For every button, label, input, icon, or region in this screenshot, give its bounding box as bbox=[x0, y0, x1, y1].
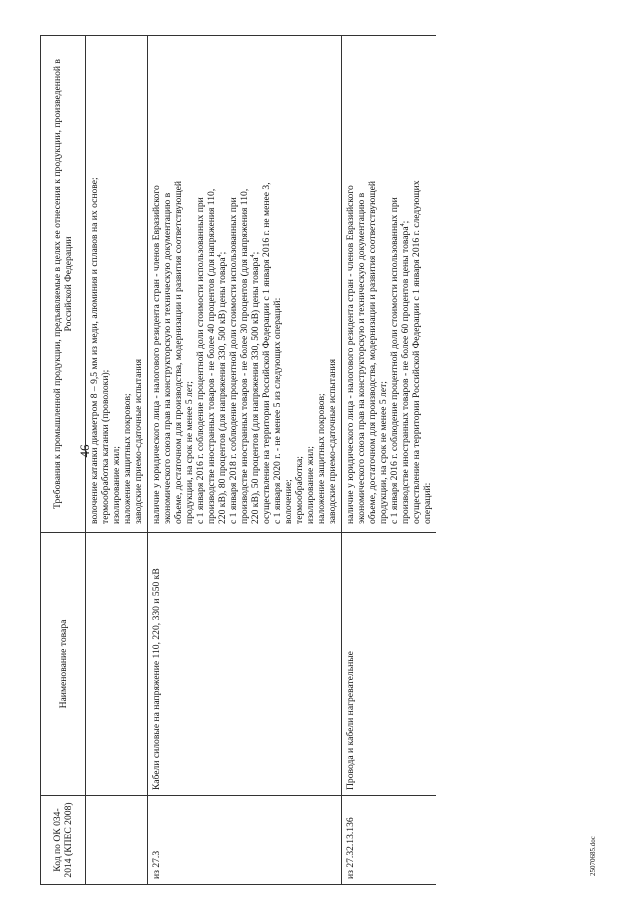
requirement-line: наложение защитных покровов; bbox=[316, 393, 327, 524]
requirement-line: производстве иностранных товаров - не более 40 процентов (для напряжения 110, bbox=[206, 188, 217, 524]
row-product-name: Кабели силовые на напряжение 110, 220, 330 и 550 кВ bbox=[148, 533, 342, 796]
requirement-line-footnoted bbox=[217, 41, 228, 524]
footnote-suffix: ; bbox=[250, 251, 261, 255]
rotated-landscape-page bbox=[40, 35, 600, 885]
table-row bbox=[342, 36, 437, 885]
requirement-line: производстве иностранных товаров - не более 30 процентов (для напряжения 110, bbox=[239, 188, 250, 524]
requirement-line: наложение защитных покровов; bbox=[122, 393, 133, 524]
page-number: 46 bbox=[77, 444, 92, 458]
header-code: Код по ОК 034-2014 (КПЕС 2008) bbox=[41, 796, 86, 885]
requirement-text: производстве иностранных товаров - не более 60 процентов цены товара bbox=[400, 226, 411, 524]
footnote-suffix: ; bbox=[217, 251, 228, 255]
requirement-line: с 1 января 2016 г. соблюдение процентной доли стоимости использованных при bbox=[389, 197, 400, 524]
requirement-line: экономического союза прав на конструкторскую и техническую документацию в bbox=[162, 192, 173, 524]
requirement-line: объеме, достаточном для производства, модернизации и развития соответствующей bbox=[367, 180, 378, 524]
row-product-name bbox=[86, 533, 148, 796]
row-requirements bbox=[86, 36, 148, 533]
footer-filename: 25070685.doc bbox=[589, 836, 597, 876]
requirement-line: термообработка; bbox=[294, 456, 305, 524]
requirement-line: с 1 января 2016 г. соблюдение процентной доли стоимости использованных при bbox=[195, 197, 206, 524]
requirement-line: волочение катанки диаметром 8 – 9,5 мм из меди, алюминия и сплавов на их основе; bbox=[89, 177, 100, 524]
row-requirements bbox=[342, 36, 437, 533]
requirement-line: операций: bbox=[422, 482, 433, 524]
requirement-line: с 1 января 2020 г. - не менее 5 из следующих операций: bbox=[272, 297, 283, 524]
requirement-line: термообработка катанки (проволоки); bbox=[100, 369, 111, 524]
footnote-marker: 4 bbox=[249, 254, 256, 258]
requirement-line: продукции, на срок не менее 5 лет; bbox=[184, 381, 195, 524]
requirement-line: заводские приемо-сдаточные испытания bbox=[133, 358, 144, 524]
footnote-marker: 4 bbox=[399, 223, 406, 227]
footnote-marker: 4 bbox=[216, 254, 223, 258]
requirement-line: с 1 января 2018 г. соблюдение процентной доли стоимости использованных при bbox=[228, 197, 239, 524]
header-product-name: Наименование товара bbox=[41, 533, 86, 796]
requirement-text: 220 кВ), 50 процентов (для напряжения 330, 500 кВ) цены товара bbox=[250, 257, 261, 524]
header-requirements: Требования к промышленной продукции, предъявляемые в целях ее отнесения к продукции, произведенной в Российской Федерации bbox=[41, 36, 86, 533]
requirement-line: изолирование жил; bbox=[305, 446, 316, 524]
requirement-line: экономического союза прав на конструкторскую и техническую документацию в bbox=[356, 192, 367, 524]
row-code bbox=[86, 796, 148, 885]
requirement-line: осуществление на территории Российской Федерации с 1 января 2016 г. не менее 3, bbox=[261, 182, 272, 524]
requirement-line: наличие у юридического лица - налогового резидента стран - членов Евразийского bbox=[345, 185, 356, 524]
row-code: из 27.3 bbox=[148, 796, 342, 885]
requirement-text: 220 кВ), 80 процентов (для напряжения 330, 500 кВ) цены товара bbox=[217, 257, 228, 524]
requirement-line-footnoted bbox=[250, 41, 261, 524]
requirement-line: волочение; bbox=[283, 479, 294, 524]
row-product-name: Провода и кабели нагревательные bbox=[342, 533, 437, 796]
table-header-row bbox=[41, 36, 86, 885]
table-row bbox=[86, 36, 148, 885]
requirement-line: изолирование жил; bbox=[111, 446, 122, 524]
requirement-line: продукции, на срок не менее 5 лет; bbox=[378, 381, 389, 524]
requirement-line: объеме, достаточном для производства, модернизации и развития соответствующей bbox=[173, 180, 184, 524]
requirements-table bbox=[40, 35, 436, 885]
row-requirements bbox=[148, 36, 342, 533]
requirement-line: наличие у юридического лица - налогового резидента стран - членов Евразийского bbox=[151, 185, 162, 524]
requirement-line-footnoted bbox=[400, 41, 411, 524]
table-row bbox=[148, 36, 342, 885]
footnote-suffix: ; bbox=[400, 220, 411, 224]
requirement-line: заводские приемо-сдаточные испытания bbox=[327, 358, 338, 524]
requirement-line: осуществление на территории Российской Федерации с 1 января 2016 г. следующих bbox=[411, 180, 422, 524]
row-code: из 27.32.13.136 bbox=[342, 796, 437, 885]
